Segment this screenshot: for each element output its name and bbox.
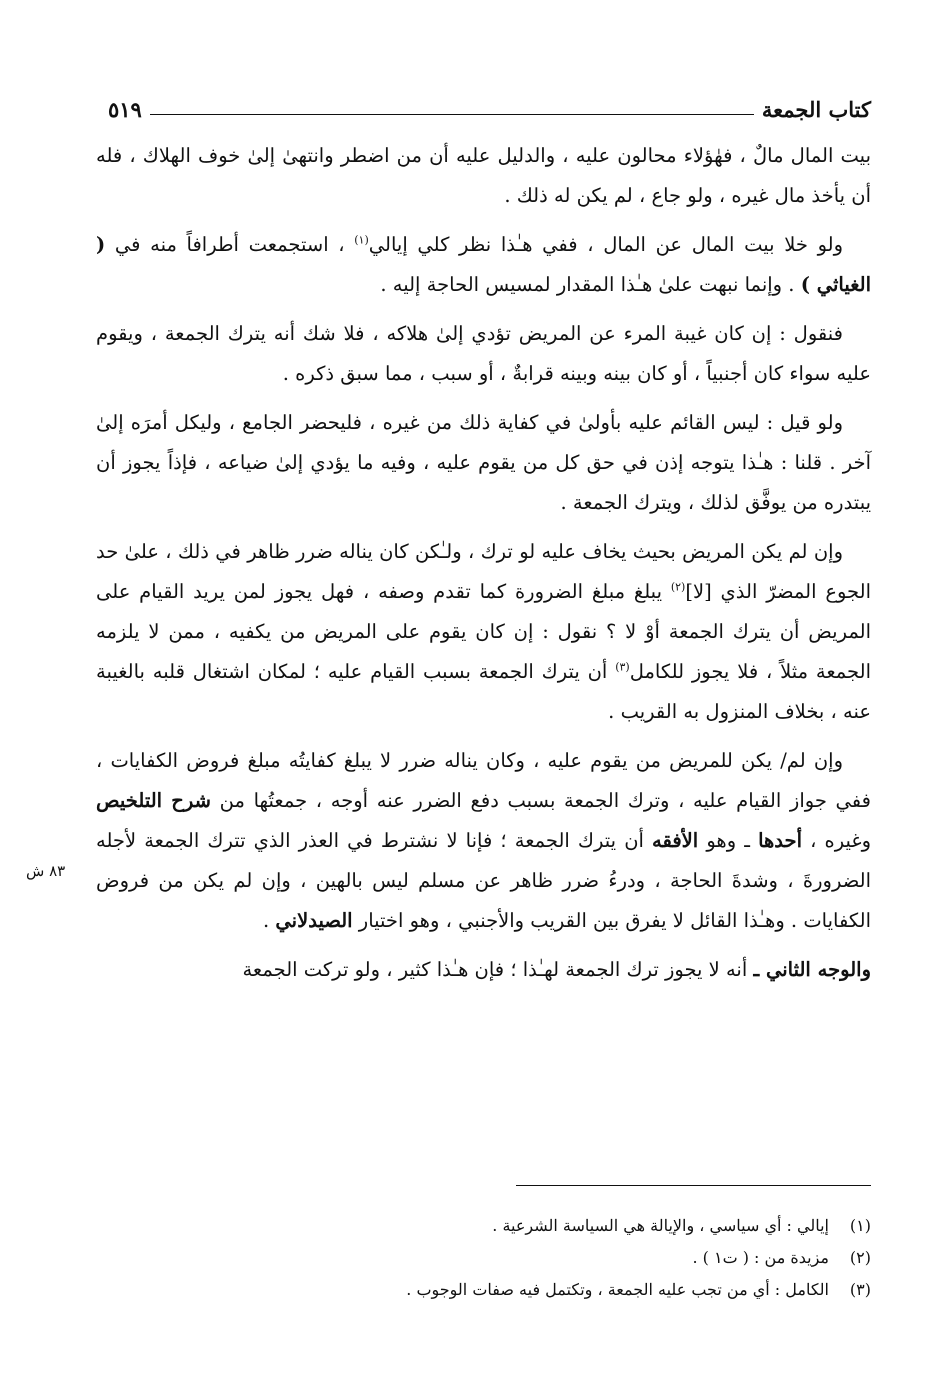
paragraph-4: ولو قيل : ليس القائم عليه بأولىٰ في كفاية ذلك من غيره ، فليحضر الجامع ، وليكل أمرَه إلىٰ آخر . قلنا : هـٰذا يتوجه إذن في حق كل من يقوم عليه ، وفيه ما يؤدي إلىٰ ضياعه ، فإذاً يجوز أن يبتدره من يوفَّق لذلك ، ويترك الجمعة . <box>96 411 871 514</box>
term-first-view: أحدها <box>758 829 802 852</box>
paragraph-5-text-c: أن يترك الجمعة بسبب القيام عليه ؛ لمكان اشتغال قلبه بالغيبة عنه ، بخلاف المنزول به القريب . <box>96 660 871 723</box>
paragraph-2 <box>96 225 871 305</box>
book-title-ghiyathi: ( الغياثي ) <box>96 233 871 296</box>
footnote-number: (٢) <box>849 1248 871 1267</box>
paragraph-5-text-a: وإن لم يكن المريض بحيث يخاف عليه لو ترك ، ولـٰكن كان يناله ضرر ظاهر في ذلك ، علىٰ حد الجوع المضرّ الذي [لا] <box>96 540 871 603</box>
paragraph-6-text-a: وإن لم/ يكن للمريض من يقوم عليه ، وكان يناله ضرر لا يبلغ كفايتُه مبلغ فروض الكفايات ، ففي جواز القيام عليه ، وترك الجمعة بسبب دفع الضرر عنه أوجه ، جمعتُها من <box>96 749 871 812</box>
scholar-name-saydalani: الصيدلاني <box>275 909 353 932</box>
paragraph-7 <box>96 950 871 990</box>
footnote-ref-2: (٢) <box>670 580 686 594</box>
footnote-separator <box>516 1185 871 1186</box>
chapter-title: كتاب الجمعة <box>761 97 871 122</box>
paragraph-2-text-a: ولو خلا بيت المال عن المال ، ففي هـٰذا نظر كلي إيالي <box>368 233 843 256</box>
footnote-1 <box>180 1210 871 1242</box>
footnote-3 <box>180 1274 871 1306</box>
page-number: ٥١٩ <box>108 97 142 122</box>
header-rule <box>150 114 754 115</box>
footnote-text: مزيدة من : ( ت١ ) . <box>692 1248 829 1267</box>
footnote-2 <box>180 1242 871 1274</box>
paragraph-6-text-b: وغيره ، <box>802 829 871 852</box>
footnotes <box>180 1210 871 1306</box>
footnote-text: إيالي : أي سياسي ، والإيالة هي السياسة الشرعية . <box>492 1216 829 1235</box>
paragraph-6-text-c: ـ وهو <box>698 829 759 852</box>
main-text <box>96 136 871 999</box>
paragraph-2-text-c: . وإنما نبهت علىٰ هـٰذا المقدار لمسيس الحاجة إليه . <box>380 273 801 296</box>
paragraph-3: فنقول : إن كان غيبة المرء عن المريض تؤدي إلىٰ هلاكه ، فلا شك أنه يترك الجمعة ، ويقوم عليه سواء كان أجنبياً ، أو كان بينه وبينه قرابةٌ ، أو سبب ، مما سبق ذكره . <box>96 322 871 385</box>
book-title-sharh-talkhis: شرح التلخيص <box>96 789 211 812</box>
footnote-ref-3: (٣) <box>615 660 630 674</box>
paragraph-6-text-e: . <box>263 909 276 932</box>
paragraph-6 <box>96 741 871 941</box>
paragraph-7-text: أنه لا يجوز ترك الجمعة لهـٰذا ؛ فإن هـٰذا كثير ، ولو تركت الجمعة <box>242 958 754 981</box>
footnote-text: الكامل : أي من تجب عليه الجمعة ، وتكتمل فيه صفات الوجوب . <box>406 1280 829 1299</box>
footnote-number: (٣) <box>849 1280 871 1299</box>
term-afqah: الأفقه <box>652 829 699 852</box>
term-second-view: والوجه الثاني ـ <box>753 958 871 981</box>
paragraph-1: بيت المال مالٌ ، فهٰؤلاء محالون عليه ، والدليل عليه أن من اضطر وانتهىٰ إلىٰ خوف الهلاك ، فله أن يأخذ مال غيره ، ولو جاع ، لم يكن له ذلك . <box>96 144 871 207</box>
paragraph-5-text-b: يبلغ مبلغ الضرورة كما تقدم وصفه ، فهل يجوز لمن يريد القيام على المريض أن يترك الجمعة أوْ لا ؟ نقول : إن كان يقوم على المريض من يكفيه ، ممن لا يلزمه الجمعة مثلاً ، فلا يجوز للكامل <box>96 580 871 683</box>
manuscript-folio-note: ٨٣ ش <box>26 862 66 880</box>
running-header <box>108 86 871 122</box>
paragraph-2-text-b: ، استجمعت أطرافاً منه في <box>105 233 355 256</box>
paragraph-5 <box>96 532 871 732</box>
footnote-number: (١) <box>849 1216 871 1235</box>
paragraph-6-text-d: أن يترك الجمعة ؛ فإنا لا نشترط في العذر الذي تترك الجمعة لأجله الضرورةَ ، وشدةَ الحاجة ، ودرءُ ضرر ظاهر عن مسلم ليس بالهين ، وإن لم يكن من فروض الكفايات . وهـٰذا القائل لا يفرق بين القريب والأجنبي ، وهو اختيار <box>96 829 871 932</box>
footnote-ref-1: (١) <box>354 233 369 247</box>
